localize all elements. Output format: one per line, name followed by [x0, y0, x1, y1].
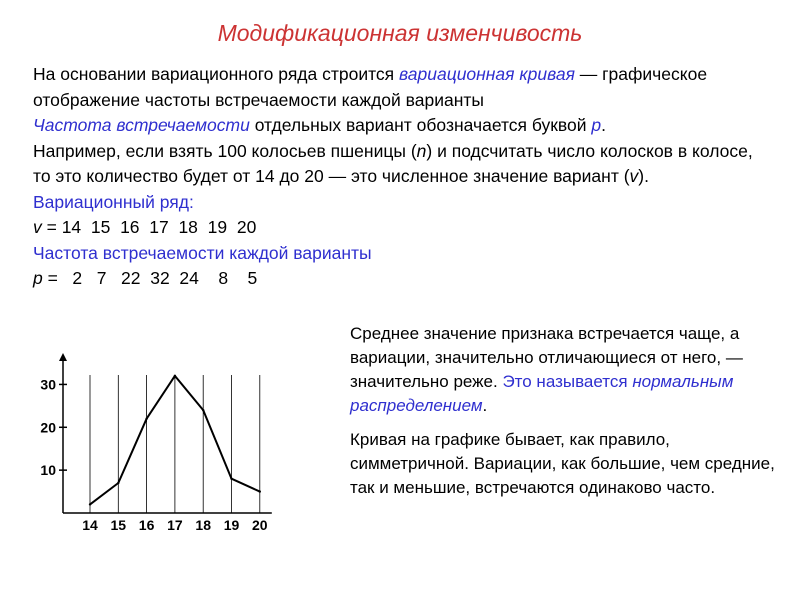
letter-p: p: [591, 115, 602, 135]
side-paragraph-1: [350, 322, 790, 418]
intro-p3-text-mid: ) и подсчитать число колосков в колосе, то это количество будет от 14 до 20 — это численное значение вариант (: [33, 140, 753, 186]
p-values-line: [33, 266, 773, 292]
y-tick-label: 20: [40, 419, 56, 436]
term-frequency: Частота встречаемости: [33, 115, 250, 135]
intro-p1-text-end: — графическое отображение частоты встречаемости каждой варианты: [33, 64, 708, 110]
data-point: [174, 375, 176, 377]
page-title: Модификационная изменчивость: [217, 20, 583, 46]
x-tick-label: 17: [167, 517, 183, 533]
letter-n: n: [416, 140, 427, 161]
intro-paragraph-2: [33, 113, 773, 139]
p-symbol: p: [33, 268, 43, 288]
side-p1-end: .: [482, 396, 488, 415]
intro-p2-text: отдельных вариант обозначается буквой: [249, 115, 592, 135]
term-normal-distribution: нормальным распределением: [350, 372, 734, 415]
y-tick-label: 10: [40, 462, 56, 479]
v-symbol: v: [33, 217, 42, 237]
data-point: [230, 478, 232, 480]
x-tick-label: 20: [252, 517, 268, 533]
intro-paragraph-3: [33, 139, 773, 190]
intro-p3-end: ).: [638, 166, 649, 186]
term-variation-curve: вариационная кривая: [399, 64, 575, 84]
intro-p3-text: Например, если взять 100 колосьев пшеницы (: [33, 140, 417, 161]
x-tick-label: 18: [195, 517, 211, 533]
side-text: [350, 322, 790, 510]
variation-series-heading: Вариационный ряд:: [33, 191, 194, 212]
x-tick-label: 15: [110, 517, 127, 533]
intro-text: [33, 62, 773, 292]
side-p1-text: Среднее значение признака встречается чаще, а вариации, значительно отличающиеся от него, — значительно реже.: [350, 324, 743, 391]
data-point: [89, 503, 91, 505]
y-axis-arrow-icon: [59, 353, 67, 361]
data-point: [202, 409, 204, 411]
x-tick-label: 16: [138, 517, 155, 533]
letter-v: v: [629, 166, 639, 186]
intro-paragraph-1: [33, 62, 773, 113]
p-values: = 2 7 22 32 24 8 5: [42, 268, 258, 288]
data-point: [117, 482, 119, 484]
v-values-line: [33, 215, 773, 241]
intro-p1-text: На основании вариационного ряда строится: [33, 64, 400, 84]
x-tick-label: 14: [82, 517, 98, 533]
side-paragraph-2: Кривая на графике бывает, как правило, симметричной. Вариации, как большие, чем средние, так и меньшие, встречаются одинаково часто.: [350, 430, 775, 497]
intro-p2-end: .: [601, 115, 607, 135]
frequency-heading: Частота встречаемости каждой варианты: [33, 242, 372, 263]
side-p1-blue: Это называется: [502, 372, 633, 391]
variation-curve-chart: [20, 345, 280, 535]
y-tick-label: 30: [40, 376, 56, 393]
v-values: = 14 15 16 17 18 19 20: [41, 217, 257, 237]
data-point: [259, 490, 261, 492]
x-tick-label: 19: [223, 517, 240, 533]
data-point: [145, 418, 147, 420]
